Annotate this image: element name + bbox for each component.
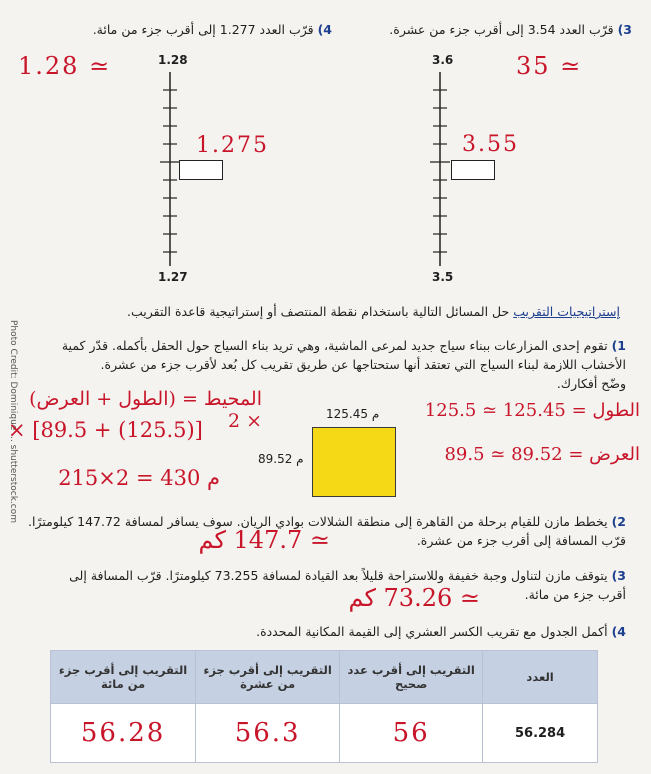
table-header-whole: التقريب إلى أقرب عدد صحيح [340,651,483,704]
table-header-row [51,651,598,704]
table-header-tenth: التقريب إلى أقرب جزء من عشرة [196,651,340,704]
question-3-text: قرّب العدد 3.54 إلى أقرب جزء من عشرة. [389,22,614,37]
strategies-heading-prefix: إستراتيجيات التقريب [513,304,620,319]
table-row [51,704,598,763]
table-cell-whole[interactable]: 56 [340,704,483,763]
hw-width: العرض = 89.52 ≃ 89.5 [444,444,640,465]
hw-length: الطول = 125.45 ≃ 125.5 [424,400,640,421]
numberline-right-bottom-label: 3.5 [432,270,454,284]
problem-4 [26,622,626,641]
field-rectangle [312,427,396,497]
problem-2-number: 2) [611,514,626,529]
problem-3-number: 3) [611,568,626,583]
question-3-number: 3) [617,22,632,37]
numberline-right-top-label: 3.6 [432,53,454,67]
problem-1-line2: الأخشاب اللازمة لبناء السياج التي تعتقد أنها ستحتاجها عن طريق تقريب كل بُعد لأقرب جزء من عشرة. [100,357,626,372]
hw-result: م 430 = 2×215 [58,466,220,490]
problem-1-line1: تقوم إحدى المزارعات ببناء سياج جديد لمرعى الماشية، وهي تريد بناء السياج حول الحقل بأكمله. قدّر كمية [61,338,608,353]
strategies-heading [20,302,620,321]
numberline-right-answer-hw: 35 ≃ [516,52,583,80]
problem-3-line2: أقرب جزء من مائة. [524,587,626,602]
rectangle-top-label: 125.45 م [326,407,380,421]
problem-3-line1: يتوقف مازن لتناول وجبة خفيفة وللاستراحة قليلاً بعد القيادة لمسافة 73.255 كيلومترًا. قرّب المسافة إلى [69,568,608,583]
numberline-left-mark-hw: 1.275 [196,133,269,158]
problem-2-line2: قرّب المسافة إلى أقرب جزء من عشرة. [416,533,626,548]
numberline-left-answer-hw: 1.28 ≃ [18,52,112,80]
hw-sum: × [89.5 + (125.5)] [8,418,203,442]
question-4-text: قرّب العدد 1.277 إلى أقرب جزء من مائة. [92,22,314,37]
problem-3-hw: ≃ 73.26 كم [348,584,480,612]
table-header-number: العدد [483,651,598,704]
table-header-hundredth: التقريب إلى أقرب جزء من مائة [51,651,196,704]
problem-4-text: أكمل الجدول مع تقريب الكسر العشري إلى القيمة المكانية المحددة. [256,624,608,639]
table-cell-tenth[interactable]: 56.3 [196,704,340,763]
problem-1-number: 1) [611,338,626,353]
hw-perimeter: المحيط = (الطول + العرض) × 2 [29,388,262,432]
problem-4-number: 4) [611,624,626,639]
strategies-heading-rest: حل المسائل التالية باستخدام نقطة المنتصف أو إستراتيجية قاعدة التقريب. [127,304,514,319]
numberline-left-top-label: 1.28 [158,53,188,67]
numberline-left-answer-box[interactable] [179,160,223,180]
photo-credit: Photo Credit: Dominique ... shutterstock.com [8,320,18,524]
table-cell-number: 56.284 [483,704,598,763]
question-4 [70,20,332,39]
numberline-right-mark-hw: 3.55 [462,132,519,157]
question-3 [370,20,632,39]
numberline-right-answer-box[interactable] [451,160,495,180]
problem-1-line3: وضّح أفكارك. [556,376,626,391]
problem-2-line1: يخطط مازن للقيام برحلة من القاهرة إلى منطقة الشلالات بوادي الريان. سوف يسافر لمسافة 147.72 كيلومترًا. [28,514,608,529]
rounding-table [50,650,598,763]
numberline-left-bottom-label: 1.27 [158,270,188,284]
table-cell-hundredth[interactable]: 56.28 [51,704,196,763]
problem-1 [26,336,626,393]
rectangle-left-label: 89.52 م [258,452,304,466]
question-4-number: 4) [317,22,332,37]
problem-2-hw: ≃ 147.7 كم [198,526,330,554]
